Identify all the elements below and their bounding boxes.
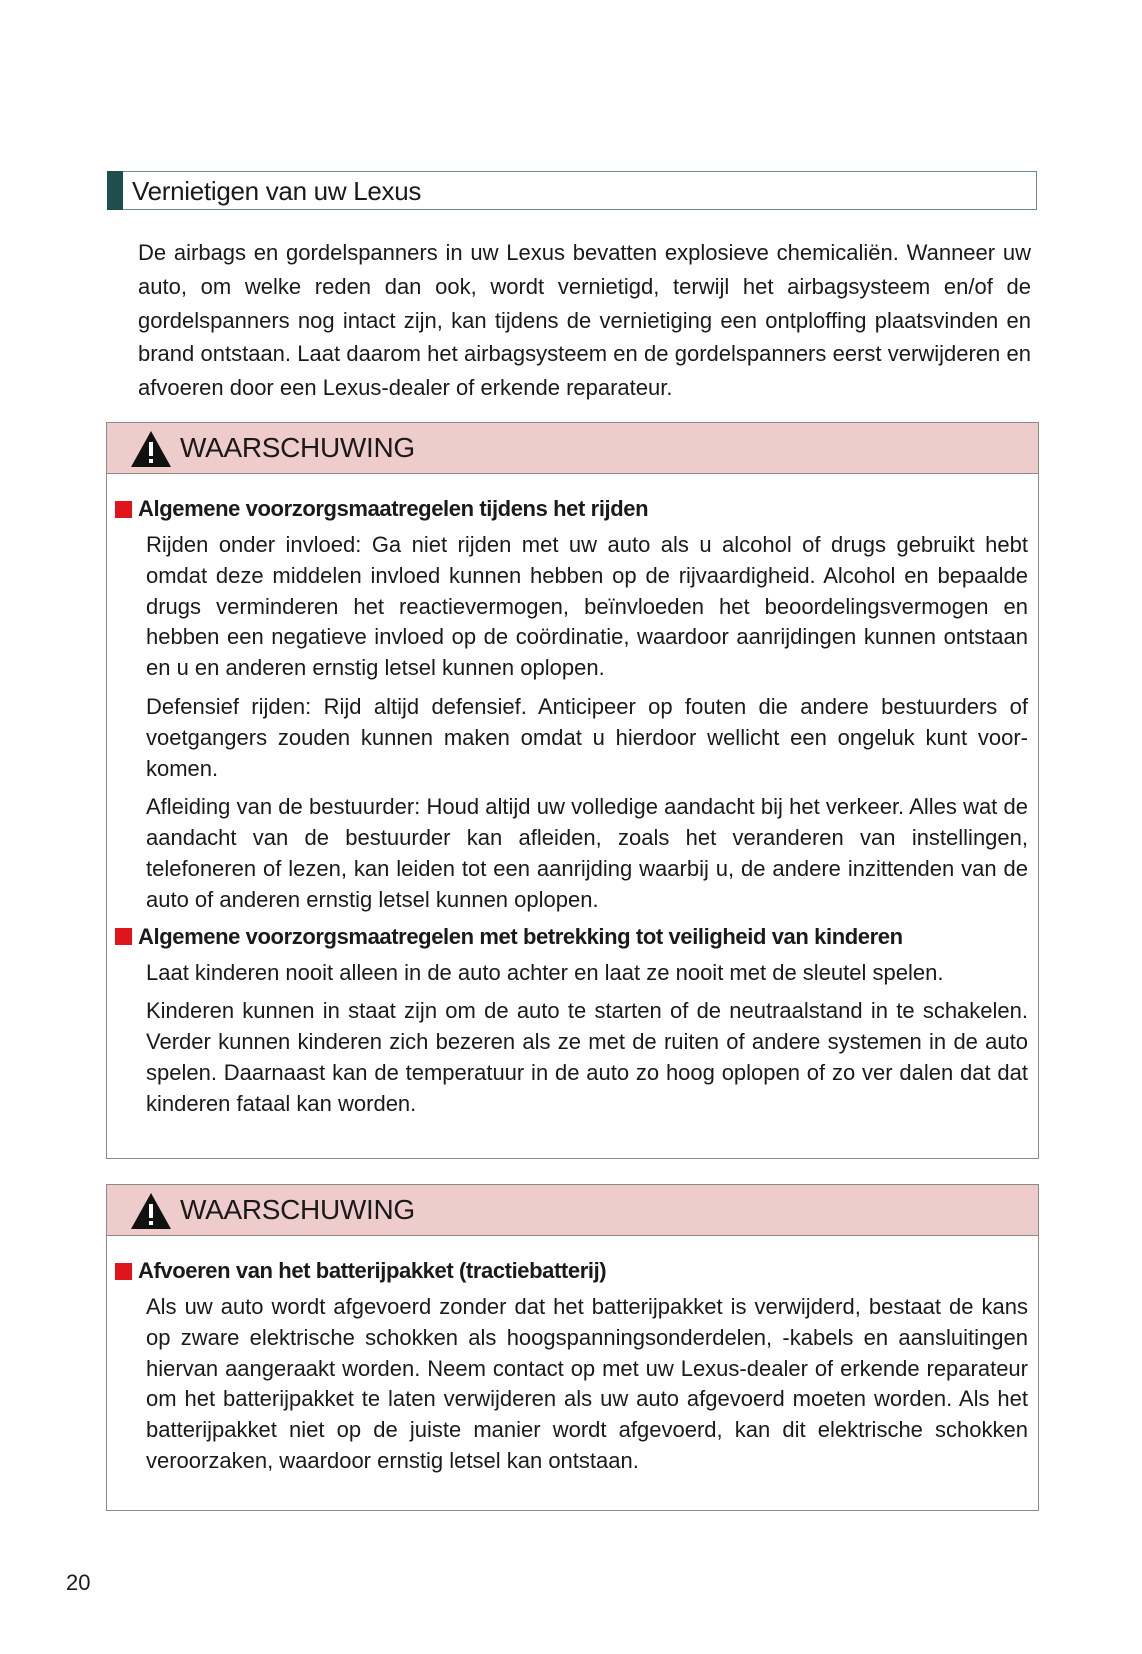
section-title: Vernietigen van uw Lexus (132, 176, 422, 206)
section-heading (107, 171, 1037, 210)
intro-paragraph: De airbags en gordelspanners in uw Lexus bevatten explosieve chemicaliën. Wanneer uw auto, om welke reden dan ook, wordt vernietigd, terwijl het airbagsysteem en/of de gordelspanners nog intact zijn, kan tijdens de vernietiging een ontploffing plaatsvinden en brand ontstaan. Laat daarom het airbagsysteem en de gordelspanners eerst verwijderen en afvoeren door een Lexus-dealer of erkende reparateur. (138, 240, 1031, 401)
warning-paragraph: Defensief rijden: Rijd altijd defensief. Anticipeer op fouten die andere bestuurders of voetgangers zouden kunnen maken omdat u hierdoor wellicht een ongeluk kunt voorkomen. (146, 693, 1028, 781)
warning-subheading (115, 924, 1028, 950)
warning-box-2 (106, 1184, 1039, 1511)
heading-accent-bar (107, 171, 123, 210)
subheading-text: Algemene voorzorgsmaatregelen tijdens het rijden (138, 496, 649, 521)
warning-paragraph: Laat kinderen nooit alleen in de auto achter en laat ze nooit met de sleutel spelen. (146, 959, 944, 985)
warning-title: WAARSCHUWING (180, 1194, 415, 1225)
warning-subheading (115, 496, 1028, 522)
warning-paragraph: Afleiding van de bestuurder: Houd altijd uw volledige aandacht bij het verkeer. Alles wat de aandacht van de bestuurder kan afleiden, zoals het veranderen van instellingen, telefoneren of lezen, kan leiden tot een aanrijding waarbij u, de andere inzittenden van de auto of anderen ernstig letsel kunnen oplopen. (146, 794, 1028, 912)
red-square-bullet-icon (115, 1263, 132, 1280)
warning-paragraph: Als uw auto wordt afgevoerd zonder dat het batterijpakket is verwijderd, bestaat de kans op zware elektrische schokken als hoogspanningsonderdelen, -kabels en aansluitingen hiervan aangeraakt worden. Neem contact op met uw Lexus-dealer of erkende reparateur om het batterijpakket te laten verwijderen als uw auto afgevoerd moeten worden. Als het batterijpakket niet op de juiste manier wordt afgevoerd, kan dit elektrische schokken veroorzaken, waardoor ernstig letsel kan ontstaan. (146, 1294, 1028, 1473)
warning-triangle-icon (130, 1192, 172, 1230)
warning-title: WAARSCHUWING (180, 432, 415, 463)
warning-triangle-icon (130, 430, 172, 468)
subheading-text: Afvoeren van het batterijpakket (tractiebatterij) (138, 1258, 607, 1283)
warning-paragraph: Rijden onder invloed: Ga niet rijden met uw auto als u alcohol of drugs gebruikt hebt omdat deze middelen invloed kunnen hebben op de rijvaardigheid. Alcohol en bepaalde drugs verminderen het reactievermogen, beïnvloeden het beoordelingsvermogen en hebben een negatieve invloed op de coördinatie, waardoor aanrijdingen kunnen ontstaan en u en anderen ernstig letsel kunnen oplopen. (146, 532, 1028, 681)
warning-paragraph: Kinderen kunnen in staat zijn om de auto te starten of de neutraalstand in te schakelen. Verder kunnen kinderen zich bezeren als ze met de ruiten of andere systemen in de auto spelen. Daarnaast kan de temperatuur in de auto zo hoog oplopen of zo ver dalen dat dat kinderen fataal kan worden. (146, 998, 1028, 1116)
red-square-bullet-icon (115, 928, 132, 945)
page-number: 20 (66, 1570, 91, 1595)
warning-subheading (115, 1258, 1028, 1284)
warning-box-1 (106, 422, 1039, 1159)
subheading-text: Algemene voorzorgsmaatregelen met betrekking tot veiligheid van kinderen (138, 923, 903, 949)
red-square-bullet-icon (115, 501, 132, 518)
warning-header (107, 1185, 1038, 1236)
warning-header (107, 423, 1038, 474)
